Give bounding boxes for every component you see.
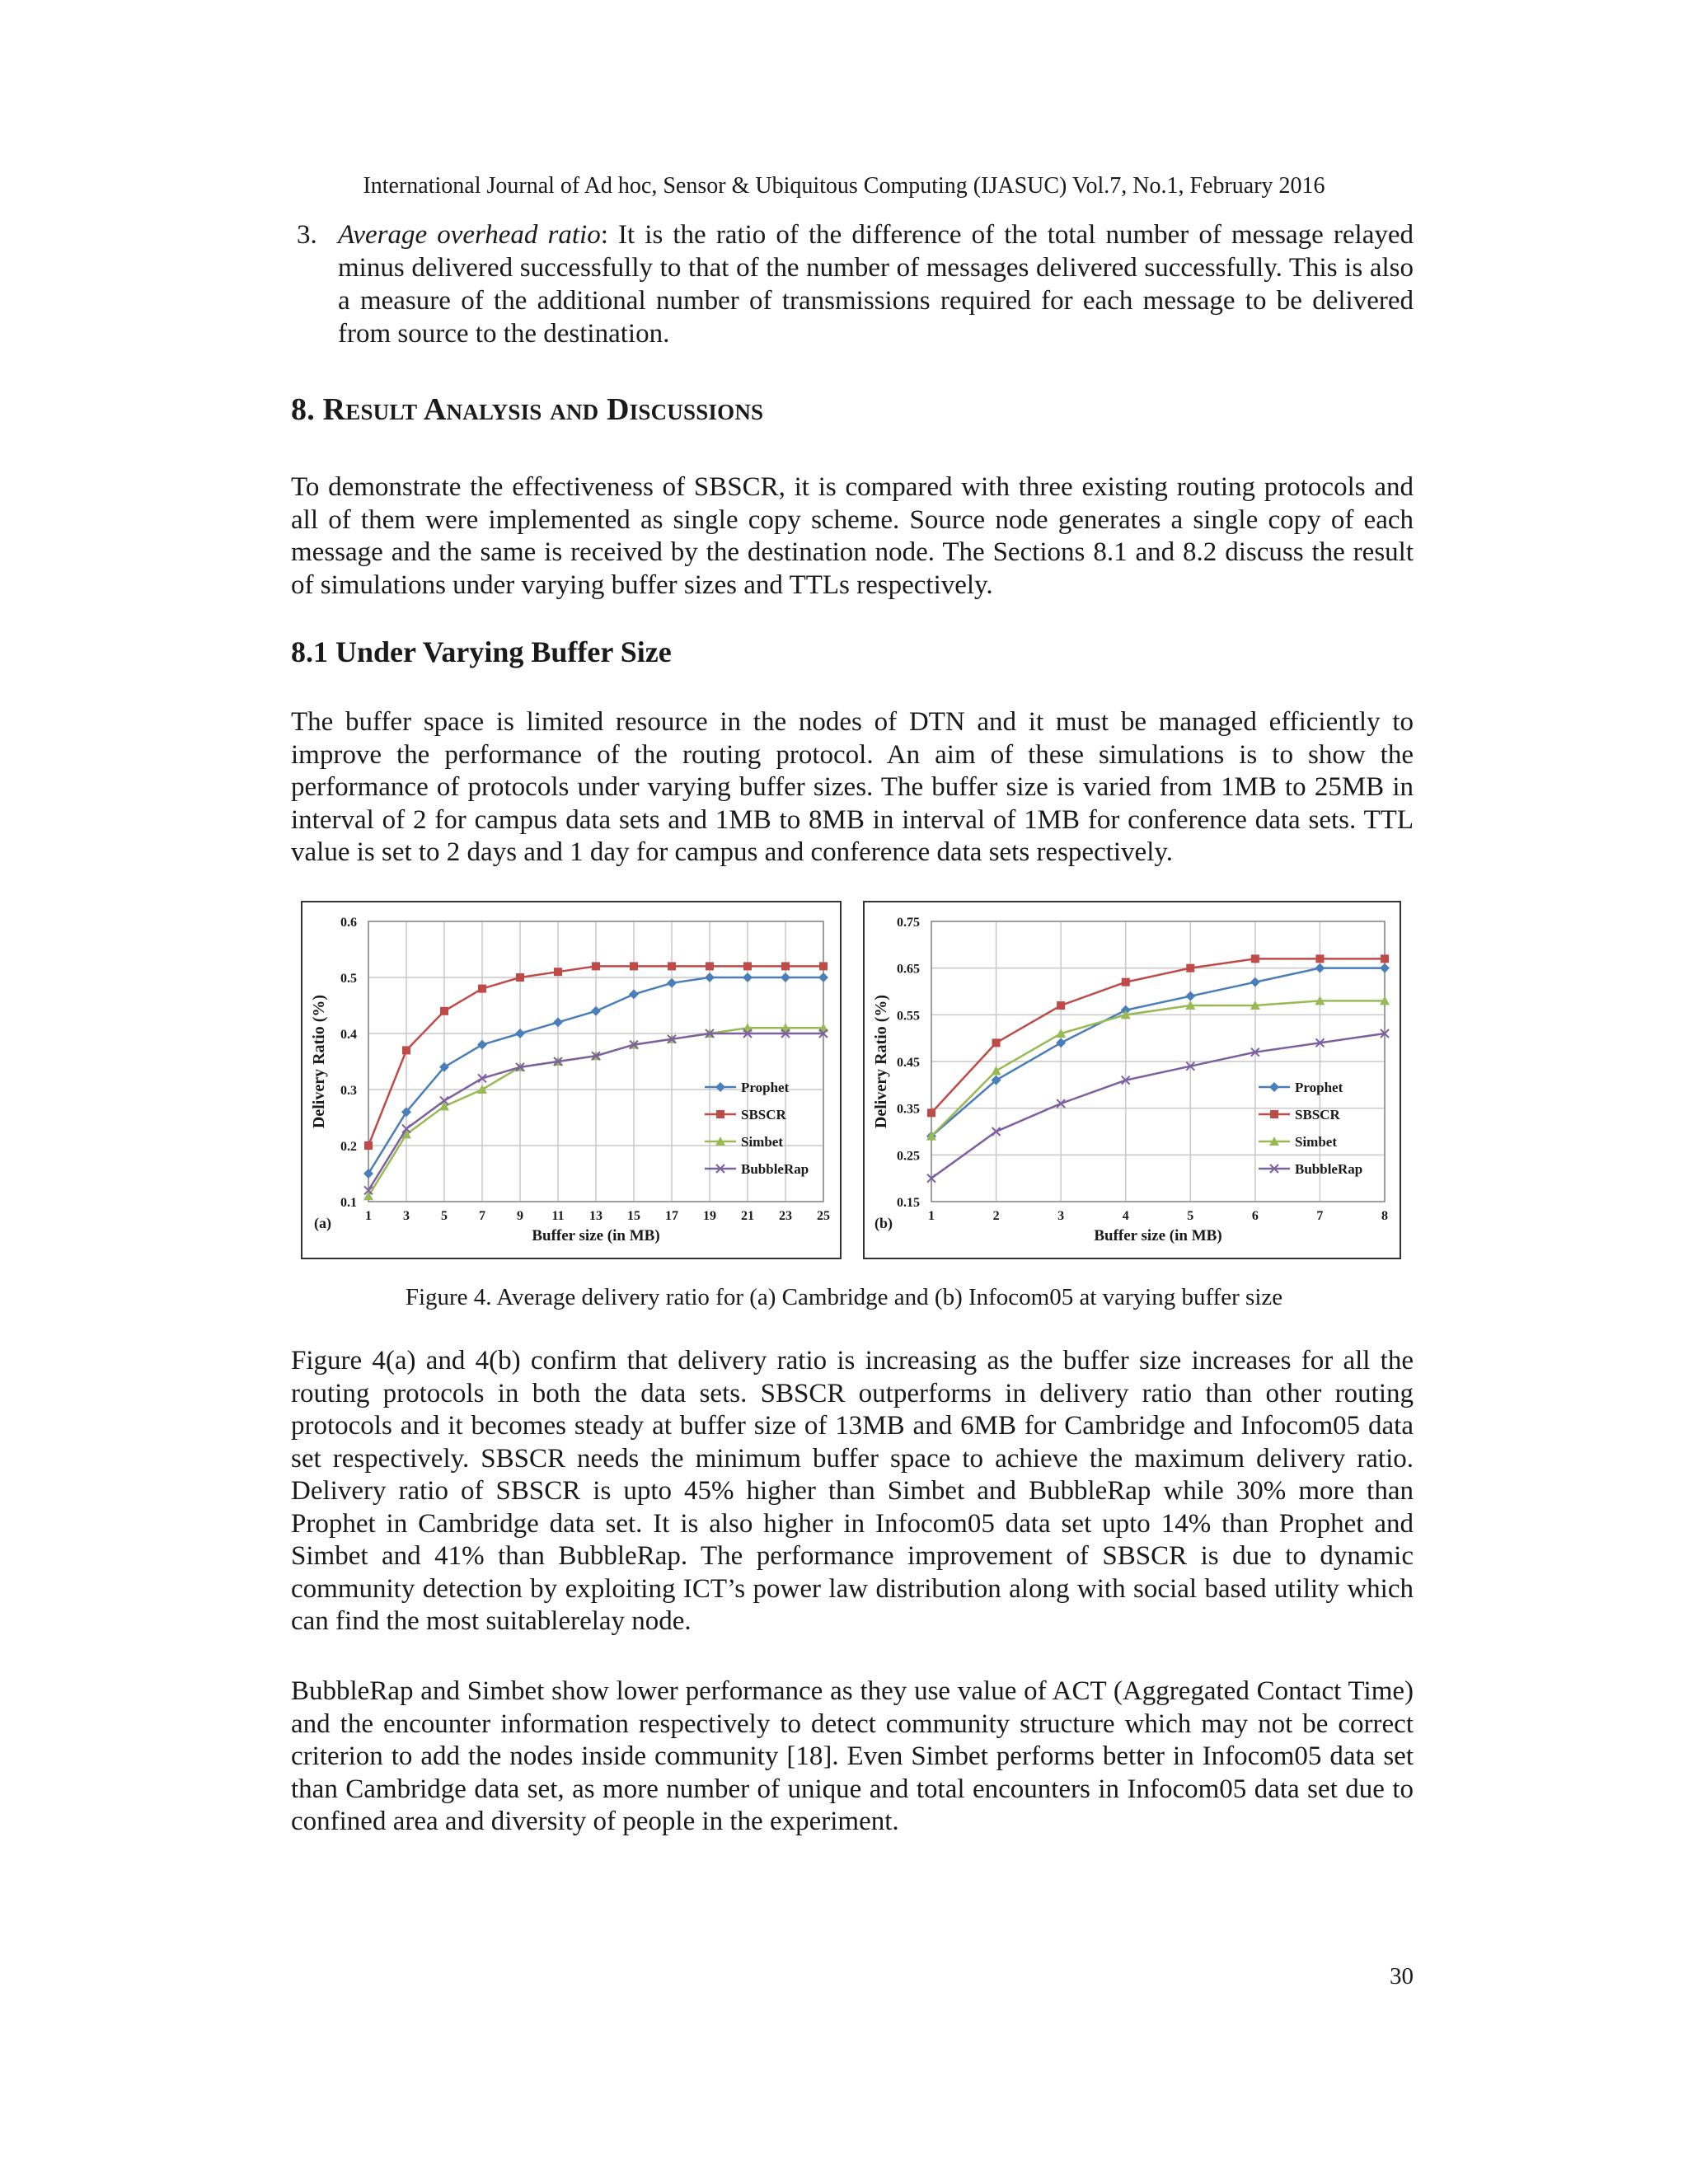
x-tick-label: 5 bbox=[441, 1209, 448, 1223]
data-point bbox=[992, 1038, 1001, 1047]
data-point bbox=[1251, 954, 1259, 963]
legend-label: Simbet bbox=[1295, 1134, 1337, 1150]
y-axis-label: Delivery Ratio (%) bbox=[310, 994, 328, 1129]
data-point bbox=[478, 985, 486, 993]
x-tick-label: 1 bbox=[928, 1209, 935, 1223]
figure-4 bbox=[301, 901, 1401, 1259]
x-tick-label: 7 bbox=[479, 1209, 485, 1223]
data-point bbox=[364, 1141, 373, 1150]
list-number: 3. bbox=[297, 220, 317, 250]
paragraph-intro: To demonstrate the effectiveness of SBSCR, it is compared with three existing routing protocols and all of them were implemented as single copy scheme. Source node generates a single copy of each message and the same is received by the destination node. The Sections 8.1 and 8.2 discuss the result of simulations under varying buffer sizes and TTLs respectively. bbox=[291, 472, 1414, 600]
journal-header: International Journal of Ad hoc, Sensor & Ubiquitous Computing (IJASUC) Vol.7, No.1, February 2016 bbox=[363, 173, 1325, 199]
x-axis-label: Buffer size (in MB) bbox=[532, 1227, 660, 1244]
chart-panel-b bbox=[863, 901, 1401, 1259]
panel-label: (b) bbox=[874, 1215, 893, 1231]
list-item-overhead-ratio bbox=[297, 218, 1414, 350]
x-tick-label: 8 bbox=[1381, 1209, 1388, 1223]
x-axis-label: Buffer size (in MB) bbox=[1094, 1227, 1222, 1244]
y-tick-label: 0.3 bbox=[340, 1084, 357, 1098]
subsection-title: 8.1 Under Varying Buffer Size bbox=[291, 635, 672, 668]
data-point bbox=[819, 962, 828, 970]
x-tick-label: 7 bbox=[1316, 1209, 1324, 1223]
paragraph-results: Figure 4(a) and 4(b) confirm that delivery ratio is increasing as the buffer size increases for all the routing protocols in both the data sets. SBSCR outperforms in delivery ratio than other routing protocols and it becomes steady at buffer size of 13MB and 6MB for Cambridge and Infocom05 data set respectively. SBSCR needs the minimum buffer space to achieve the maximum delivery ratio. Delivery ratio of SBSCR is upto 45% higher than Simbet and BubbleRap while 30% more than Prophet in Cambridge data set. It is also higher in Infocom05 data set upto 14% than Prophet and Simbet and 41% than BubbleRap. The performance improvement of SBSCR is due to dynamic community detection by exploiting ICT’s power law distribution along with social based utility which can find the most suitablerelay node. bbox=[291, 1346, 1414, 1636]
y-tick-label: 0.1 bbox=[340, 1196, 357, 1210]
data-point bbox=[554, 968, 562, 976]
paragraph-comparison: BubbleRap and Simbet show lower performance as they use value of ACT (Aggregated Contact Time) and the encounter information respectively to detect community structure which may not be correct criterion to add the nodes inside community [18]. Even Simbet performs better in Infocom05 data set than Cambridge data set, as more number of unique and total encounters in Infocom05 data set due to confined area and diversity of people in the experiment. bbox=[291, 1676, 1414, 1836]
section-title: 8. Result Analysis and Discussions bbox=[291, 392, 764, 427]
x-tick-label: 2 bbox=[992, 1209, 1000, 1223]
data-point bbox=[781, 962, 790, 970]
legend-label: SBSCR bbox=[741, 1107, 786, 1122]
y-tick-label: 0.35 bbox=[897, 1102, 920, 1117]
x-tick-label: 13 bbox=[589, 1209, 603, 1223]
figure-caption: Figure 4. Average delivery ratio for (a) Cambridge and (b) Infocom05 at varying buffer size bbox=[405, 1284, 1283, 1310]
legend-label: SBSCR bbox=[1295, 1107, 1340, 1122]
x-tick-label: 17 bbox=[665, 1209, 678, 1223]
x-tick-label: 6 bbox=[1251, 1209, 1259, 1223]
y-tick-label: 0.65 bbox=[897, 962, 920, 977]
data-point bbox=[1315, 954, 1324, 963]
panel-label: (a) bbox=[314, 1215, 331, 1231]
legend-label: BubbleRap bbox=[1295, 1161, 1363, 1177]
data-point bbox=[743, 962, 752, 970]
data-point bbox=[706, 962, 714, 970]
y-tick-label: 0.75 bbox=[897, 916, 920, 930]
data-point bbox=[668, 962, 676, 970]
x-tick-label: 3 bbox=[403, 1209, 410, 1223]
x-tick-label: 11 bbox=[551, 1209, 565, 1223]
paragraph-buffer: The buffer space is limited resource in the nodes of DTN and it must be managed efficiently to improve the performance of the routing protocol. An aim of these simulations is to show the performance of protocols under varying buffer sizes. The buffer size is varied from 1MB to 25MB in interval of 2 for campus data sets and 1MB to 8MB in interval of 1MB for conference data sets. TTL value is set to 2 days and 1 day for campus and conference data sets respectively. bbox=[291, 707, 1414, 867]
y-tick-label: 0.5 bbox=[340, 972, 357, 986]
legend-label: Prophet bbox=[1295, 1080, 1343, 1095]
data-point bbox=[1381, 954, 1389, 963]
legend-label: Simbet bbox=[741, 1134, 783, 1150]
legend-marker bbox=[716, 1110, 724, 1118]
y-tick-label: 0.55 bbox=[897, 1009, 920, 1024]
data-point bbox=[516, 973, 524, 982]
data-point bbox=[630, 962, 638, 970]
data-point bbox=[592, 962, 600, 970]
legend-marker bbox=[1270, 1110, 1278, 1118]
y-tick-label: 0.6 bbox=[340, 916, 357, 930]
data-point bbox=[1122, 978, 1130, 987]
x-tick-label: 19 bbox=[703, 1209, 716, 1223]
data-point bbox=[1186, 964, 1194, 972]
y-tick-label: 0.25 bbox=[897, 1149, 920, 1164]
x-tick-label: 21 bbox=[741, 1209, 754, 1223]
x-tick-label: 5 bbox=[1187, 1209, 1194, 1223]
list-term: Average overhead ratio bbox=[338, 220, 601, 250]
legend-label: BubbleRap bbox=[741, 1161, 809, 1177]
y-tick-label: 0.4 bbox=[340, 1028, 357, 1042]
x-tick-label: 3 bbox=[1057, 1209, 1065, 1223]
x-tick-label: 23 bbox=[779, 1209, 792, 1223]
page-number: 30 bbox=[1390, 1963, 1414, 1990]
x-tick-label: 25 bbox=[817, 1209, 830, 1223]
y-tick-label: 0.15 bbox=[897, 1196, 920, 1210]
data-point bbox=[440, 1007, 448, 1015]
x-tick-label: 15 bbox=[627, 1209, 640, 1223]
chart-panel-a bbox=[301, 901, 842, 1259]
y-tick-label: 0.45 bbox=[897, 1056, 920, 1070]
y-tick-label: 0.2 bbox=[340, 1140, 357, 1154]
y-axis-label: Delivery Ratio (%) bbox=[872, 994, 890, 1129]
legend-label: Prophet bbox=[741, 1080, 790, 1095]
x-tick-label: 4 bbox=[1122, 1209, 1129, 1223]
x-tick-label: 9 bbox=[517, 1209, 523, 1223]
x-tick-label: 1 bbox=[365, 1209, 372, 1223]
data-point bbox=[402, 1046, 410, 1054]
data-point bbox=[1057, 1001, 1065, 1010]
data-point bbox=[927, 1108, 935, 1117]
list-text: : It is the ratio of the difference of the total number of message relayed minus delivered successfully to that of the number of messages delivered successfully. This is also a measure of the additional number of transmissions required for each message to be delivered from source to the destination. bbox=[338, 220, 1414, 349]
